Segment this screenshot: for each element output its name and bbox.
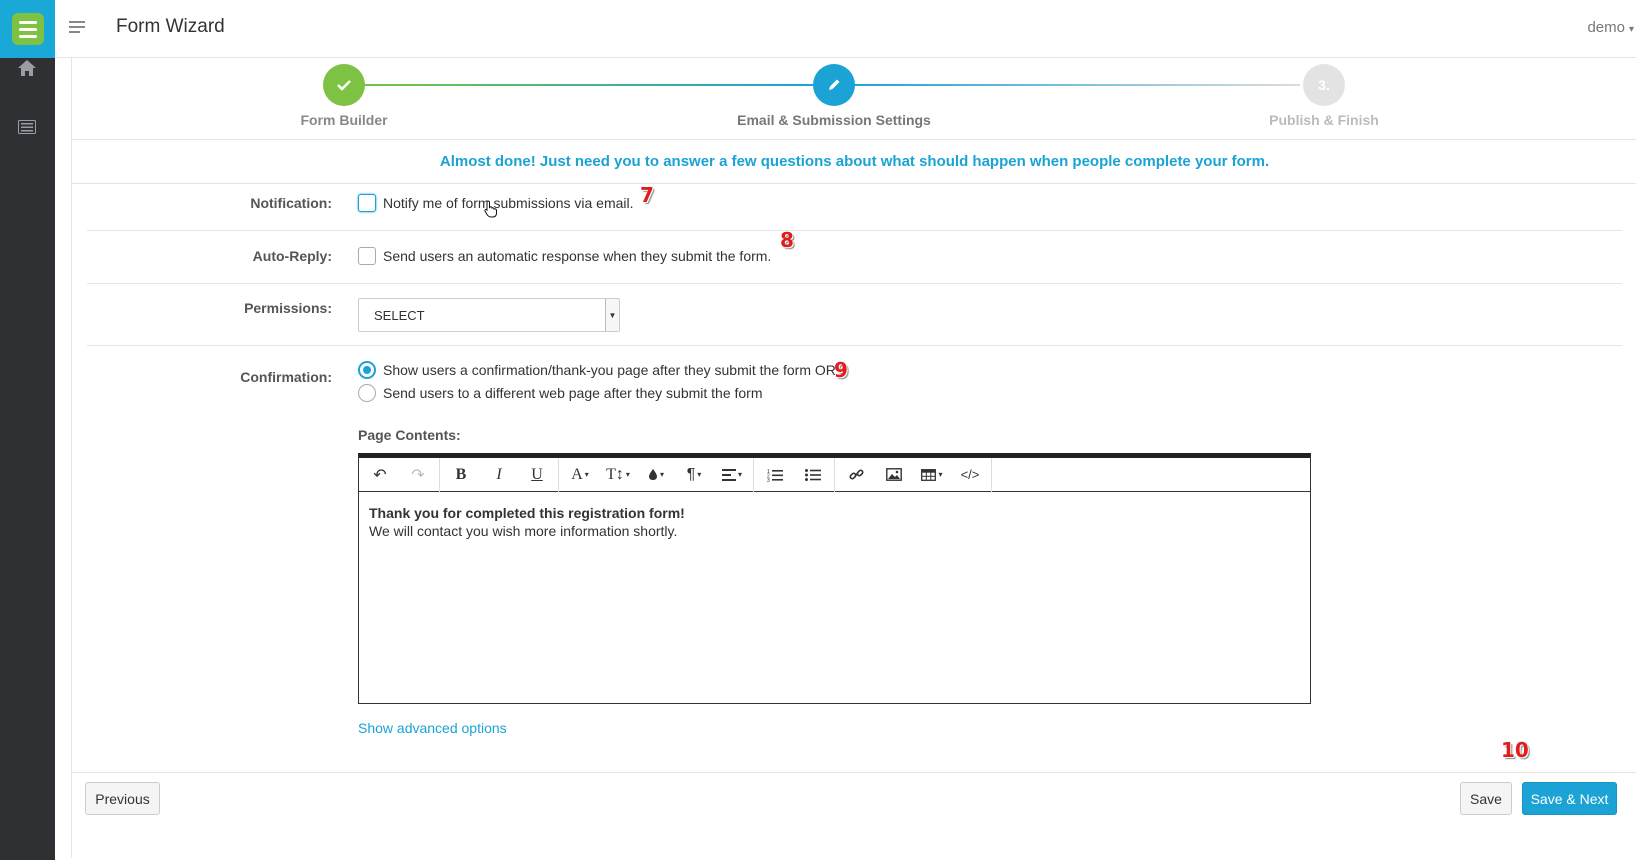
paragraph-icon[interactable]: ¶ ▾ [686,465,702,483]
editor-line-1: Thank you for completed this registration form! [369,505,685,521]
callout-number: 9 [834,358,848,382]
table-icon[interactable]: ▾ [913,458,951,492]
top-header [55,0,1636,58]
save-button[interactable]: Save [1460,782,1512,815]
step-2-circle[interactable] [813,64,855,106]
row-divider [87,230,1622,231]
home-icon[interactable] [14,55,40,81]
rich-text-editor[interactable] [358,453,1311,704]
step-connector [840,84,1300,86]
confirmation-option-thank-you-page[interactable]: Show users a confirmation/thank-you page after they submit the form OR [383,362,836,378]
underline-icon[interactable]: U [531,465,543,483]
wizard-panel [71,58,1636,858]
list-group [754,458,835,492]
confirmation-radio-redirect[interactable] [358,384,376,402]
confirmation-option-redirect[interactable]: Send users to a different web page after they submit the form [383,385,763,401]
italic-icon[interactable]: I [496,465,502,483]
color-drop-icon[interactable]: ▾ [637,458,675,492]
editor-toolbar [359,458,1310,492]
style-group [559,458,754,492]
step-1-label: Form Builder [300,112,388,128]
notification-option-text[interactable]: Notify me of form submissions via email. [383,195,634,211]
align-left-icon[interactable]: ▾ [713,458,751,492]
user-menu[interactable] [1587,19,1634,36]
callout-number: 10 [1501,738,1529,762]
pencil-icon [827,78,841,92]
permissions-select[interactable] [358,298,620,332]
show-advanced-options-link[interactable]: Show advanced options [358,720,507,736]
step-3-circle[interactable] [1303,64,1345,106]
font-family-icon[interactable]: A ▾ [571,465,589,483]
svg-text:1: 1 [767,468,770,475]
font-size-icon[interactable]: T↕ ▾ [606,465,630,483]
row-divider [87,283,1622,284]
permissions-selected-value: SELECT [374,308,425,323]
hamburger-menu-icon[interactable] [69,20,89,36]
code-view-icon[interactable]: </> [960,467,980,482]
redo-icon[interactable]: ↷ [411,466,425,484]
confirmation-radio-thank-you-page[interactable] [358,361,376,379]
auto-reply-label: Auto-Reply: [252,248,332,264]
editor-line-2: We will contact you wish more information shortly. [369,523,678,539]
permissions-label: Permissions: [244,300,332,316]
link-icon[interactable] [837,458,875,492]
notification-label: Notification: [250,195,332,211]
step-1-circle[interactable] [323,64,365,106]
history-group [359,458,440,492]
step-3-number: 3. [1318,77,1330,93]
left-sidebar [0,0,55,860]
wizard-stepper [72,58,1636,140]
intro-message: Almost done! Just need you to answer a few questions about what should happen when people complete your form. [72,140,1636,184]
auto-reply-option-text[interactable]: Send users an automatic response when they submit the form. [383,248,772,264]
callout-number: 8 [780,228,794,252]
unordered-list-icon[interactable] [794,458,832,492]
auto-reply-checkbox[interactable] [358,247,376,265]
insert-group [835,458,992,492]
undo-icon[interactable]: ↶ [373,466,387,484]
footer-divider [72,772,1636,773]
page-contents-label: Page Contents: [358,427,461,443]
save-and-next-button[interactable]: Save & Next [1522,782,1617,815]
user-name: demo [1587,19,1625,36]
bold-icon[interactable]: B [455,465,467,483]
image-icon[interactable] [875,458,913,492]
confirmation-label: Confirmation: [240,369,332,385]
page-title: Form Wizard [116,16,225,37]
caret-down-icon[interactable]: ▼ [605,299,619,331]
callout-number: 7 [640,183,654,207]
check-icon [337,79,351,91]
app-logo[interactable] [0,0,55,58]
format-group [440,458,559,492]
step-3-label: Publish & Finish [1269,112,1379,128]
ordered-list-icon[interactable] [756,458,794,492]
previous-button[interactable]: Previous [85,782,160,815]
forms-list-icon[interactable] [14,114,40,140]
chevron-down-icon: ▾ [1628,24,1634,35]
row-divider [87,345,1622,346]
step-2-label: Email & Submission Settings [737,112,931,128]
logo-icon [12,13,44,45]
svg-text:2: 2 [767,473,770,479]
notification-checkbox[interactable] [358,194,376,212]
hand-cursor-icon [484,200,498,223]
svg-text:3: 3 [767,477,770,482]
editor-content[interactable] [369,504,685,540]
step-connector [344,84,814,86]
